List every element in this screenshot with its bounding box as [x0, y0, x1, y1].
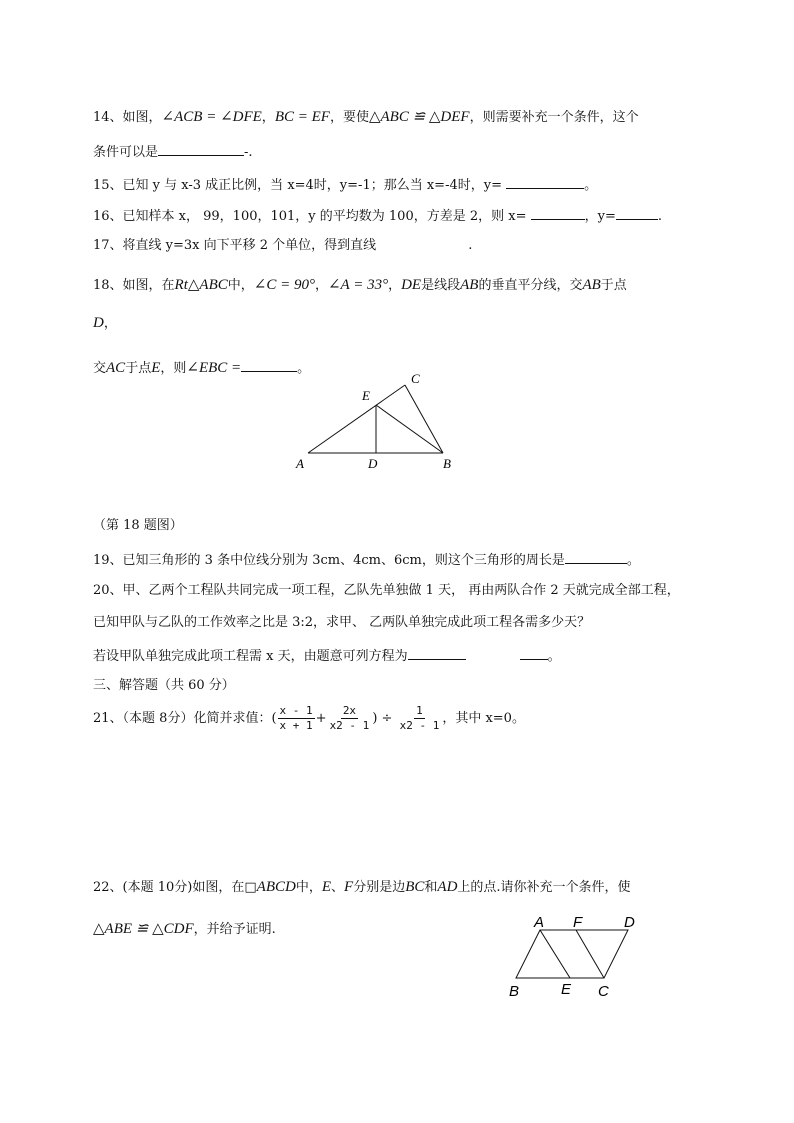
- label-d: D: [624, 914, 635, 931]
- q21-end: ，其中 x=0。: [442, 711, 525, 726]
- q22-end: ，并给予证明.: [193, 922, 276, 937]
- q20-text: 若设甲队单独完成此项工程需 x 天，由题意可列方程为: [93, 649, 408, 664]
- figure-18-caption: （第 18 题图）: [93, 518, 183, 533]
- q18-de: DE: [401, 277, 422, 293]
- question-14-line-1: [93, 108, 639, 127]
- question-20-line-3: [93, 646, 561, 666]
- q16-end: .: [657, 209, 663, 224]
- question-16: [93, 206, 662, 226]
- q18-text-5: 于点: [600, 278, 627, 293]
- q15-text: 15、已知 y 与 x-3 成正比例，当 x=4时，y=-1；那么当 x=-4时，y=: [93, 178, 507, 193]
- q18-text-3: 是线段: [421, 278, 461, 293]
- q18-angle-a: ∠A = 33°: [327, 277, 389, 293]
- q14-angle-eq: ∠ACB = ∠DFE: [161, 109, 262, 125]
- q18-point-e: E: [151, 360, 161, 376]
- q21-paren-open: (: [271, 711, 277, 726]
- q14-side-eq: BC = EF: [274, 109, 330, 125]
- label-e: E: [362, 388, 370, 403]
- q16-text: 16、已知样本 x， 99，100，101，y 的平均数为 100，方差是 2，则 x=: [93, 209, 531, 224]
- q14-text-4: 条件可以是: [93, 145, 159, 160]
- q15-answer-blank[interactable]: [506, 175, 584, 189]
- q18-point-d: D: [93, 315, 104, 331]
- q18-comma-3: ，: [103, 316, 117, 331]
- q17-text: 17、将直线 y=3x 向下平移 2 个单位，得到直线: [93, 238, 377, 253]
- label-c: C: [411, 371, 420, 386]
- label-b: B: [509, 983, 520, 1000]
- section-3-heading: 三、解答题（共 60 分）: [93, 678, 235, 693]
- q21-plus: +: [315, 711, 327, 726]
- q22-text: 22、(本题 10分)如图，在: [93, 880, 245, 895]
- q22-sep: 、: [331, 880, 345, 895]
- question-19: [93, 550, 640, 570]
- q22-f: F: [344, 879, 354, 895]
- q18-ac: AC: [106, 360, 126, 376]
- question-18-line-2: [93, 314, 117, 333]
- label-f: F: [573, 914, 583, 931]
- q21-frac1-den: x + 1: [279, 719, 313, 732]
- q18-text-2: 中，: [227, 278, 254, 293]
- q18-angle-c: ∠C = 90°: [253, 277, 315, 293]
- q21-text: 21、（本题 8分）化简并求值：: [93, 711, 272, 726]
- q14-end: -.: [244, 145, 253, 160]
- q22-text-2: 中，: [295, 880, 322, 895]
- q22-bc: BC: [405, 879, 425, 895]
- segment-fc: [576, 930, 604, 978]
- q18-text: 18、如图，在: [93, 278, 175, 293]
- q18-ab-2: AB: [582, 277, 601, 293]
- q21-frac2-num: 2x: [342, 704, 357, 717]
- segment-cb: [405, 385, 443, 453]
- q21-divide: ÷: [381, 711, 393, 726]
- q15-end: 。: [584, 178, 598, 193]
- q18-comma-2: ，: [388, 278, 402, 293]
- parallelogram-symbol: □: [244, 880, 257, 895]
- q18-angle-ebc: ∠EBC =: [186, 360, 242, 376]
- q16-text-2: ，y=: [584, 209, 616, 224]
- question-22-line-2: [93, 920, 276, 939]
- q18-text-8: ，则: [160, 361, 187, 376]
- question-22-line-1: [93, 878, 631, 897]
- q16-y-blank[interactable]: [616, 206, 658, 220]
- label-a: A: [296, 456, 304, 471]
- question-20-line-1: 20、甲、乙两个工程队共同完成一项工程，乙队先单独做 1 天， 再由两队合作 2 天就完成全部工程，: [93, 583, 680, 598]
- label-e: E: [561, 981, 572, 998]
- q22-abcd: ABCD: [256, 879, 296, 895]
- question-18-line-1: [93, 276, 627, 295]
- q14-comma: ，: [261, 110, 275, 125]
- q22-e: E: [321, 879, 332, 895]
- q18-ab: AB: [460, 277, 479, 293]
- q21-fraction-2: [328, 704, 372, 733]
- q14-text: 14、如图，: [93, 110, 162, 125]
- segment-ae: [540, 930, 570, 978]
- question-17: [93, 237, 472, 255]
- q17-end: .: [468, 238, 473, 253]
- q22-congruence: △ABE ≌ △CDF: [93, 921, 194, 937]
- q21-paren-close: ): [372, 711, 378, 726]
- q21-frac2-den: x2 - 1: [329, 719, 370, 732]
- q14-text-3: ，则需要补充一个条件，这个: [469, 110, 639, 125]
- q18-end: 。: [297, 361, 311, 376]
- q21-fraction-3: [398, 704, 442, 733]
- q19-text: 19、已知三角形的 3 条中位线分别为 3cm、4cm、6cm，则这个三角形的周长是: [93, 553, 565, 568]
- q21-fraction-1: [278, 704, 315, 733]
- q22-text-5: 上的点.请你补充一个条件，使: [457, 880, 631, 895]
- q21-frac3-num: 1: [416, 704, 423, 717]
- q14-answer-blank[interactable]: [158, 142, 244, 156]
- q18-text-7: 于点: [125, 361, 152, 376]
- question-18-line-3: [93, 358, 310, 378]
- parallelogram-abcd: [516, 930, 628, 978]
- segment-eb: [376, 405, 443, 453]
- q22-text-4: 和: [424, 880, 438, 895]
- q20-answer-blank-1[interactable]: [408, 646, 466, 660]
- label-a: A: [534, 914, 545, 931]
- q21-frac3-den: x2 - 1: [399, 719, 440, 732]
- figure-18: [290, 368, 460, 476]
- q22-ad: AD: [437, 879, 458, 895]
- question-20-line-2: 已知甲队与乙队的工作效率之比是 3:2，求甲、 乙两队单独完成此项工程各需多少天？: [93, 615, 591, 630]
- question-15: [93, 175, 597, 195]
- q19-answer-blank[interactable]: [565, 550, 627, 564]
- segment-ac: [308, 385, 405, 453]
- question-14-line-2: [93, 142, 253, 162]
- question-21: [93, 702, 525, 736]
- label-d: D: [368, 456, 378, 471]
- q18-text-6: 交: [93, 361, 107, 376]
- q21-frac1-num: x - 1: [279, 704, 313, 717]
- figure-22: [500, 910, 650, 1002]
- q14-congruence: △ABC ≌ △DEF: [368, 109, 470, 125]
- q16-x-blank[interactable]: [531, 206, 585, 220]
- q22-text-3: 分别是边: [353, 880, 406, 895]
- label-b: B: [443, 456, 451, 471]
- q19-end: 。: [626, 553, 640, 568]
- q20-answer-blank-2[interactable]: [520, 646, 548, 660]
- q14-text-2: ，要使: [329, 110, 369, 125]
- q18-comma: ，: [314, 278, 328, 293]
- q18-triangle: Rt△ABC: [174, 277, 228, 293]
- q18-answer-blank[interactable]: [241, 358, 297, 372]
- q18-text-4: 的垂直平分线，交: [478, 278, 583, 293]
- q20-end: 。: [547, 649, 561, 664]
- label-c: C: [598, 983, 609, 1000]
